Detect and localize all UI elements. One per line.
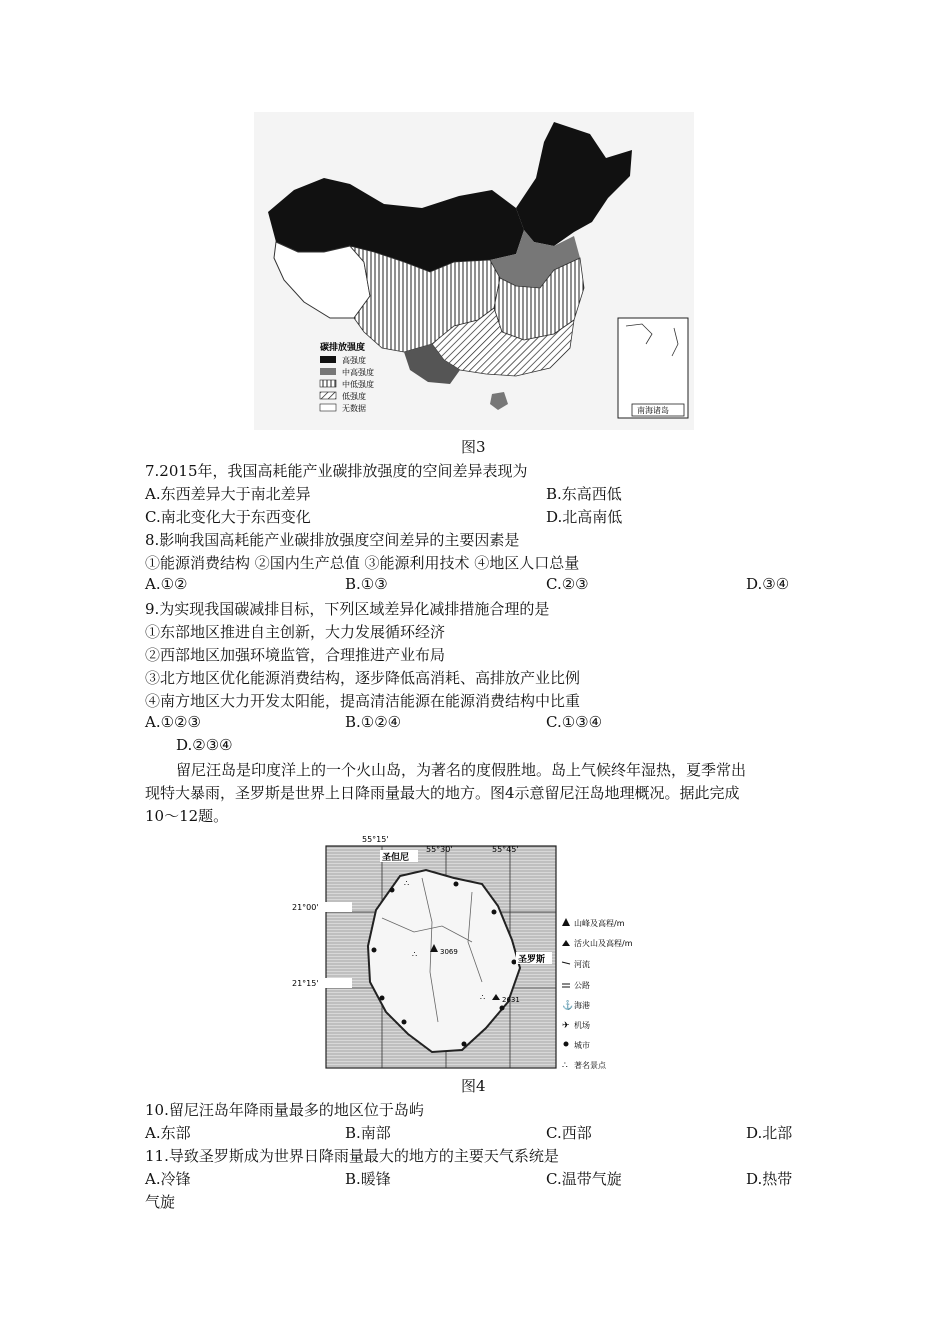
q9-item-4: ④南方地区大力开发太阳能，提高清洁能源在能源消费结构中比重 bbox=[145, 692, 581, 710]
q10-stem: 10.留尼汪岛年降雨量最多的地区位于岛屿 bbox=[145, 1101, 424, 1119]
lon-55-15: 55°15' bbox=[362, 835, 389, 844]
svg-text:⚓: ⚓ bbox=[562, 1001, 574, 1011]
peak-elevation: 3069 bbox=[440, 948, 458, 956]
south-china-sea-inset bbox=[618, 318, 688, 418]
q11-option-a: A.冷锋 bbox=[145, 1170, 191, 1188]
q11-option-d-continued: 气旋 bbox=[145, 1193, 176, 1211]
figure3-caption: 图3 bbox=[461, 438, 486, 456]
q11-option-d: D.热带 bbox=[746, 1170, 793, 1188]
q9-item-2: ②西部地区加强环境监管，合理推进产业布局 bbox=[145, 646, 446, 664]
lon-55-30: 55°30' bbox=[426, 845, 453, 854]
q8-option-d: D.③④ bbox=[746, 575, 790, 593]
lon-55-45: 55°45' bbox=[492, 845, 519, 854]
inset-label: 南海诸岛 bbox=[637, 406, 669, 415]
fig4-legend-road: 公路 bbox=[574, 981, 590, 990]
legend-item-high: 高强度 bbox=[342, 356, 366, 365]
reunion-island-map bbox=[292, 822, 640, 1072]
q10-option-b: B.南部 bbox=[345, 1124, 391, 1142]
q9-item-3: ③北方地区优化能源消费结构，逐步降低高消耗、高排放产业比例 bbox=[145, 669, 581, 687]
q9-option-a: A.①②③ bbox=[145, 713, 201, 731]
lat-21-00: 21°00' bbox=[292, 903, 319, 912]
q11-option-c: C.温带气旋 bbox=[546, 1170, 622, 1188]
q7-option-d: D.北高南低 bbox=[546, 508, 623, 526]
q8-option-b: B.①③ bbox=[345, 575, 388, 593]
passage-line-1: 留尼汪岛是印度洋上的一个火山岛，为著名的度假胜地。岛上气候终年湿热，夏季常出 bbox=[176, 761, 747, 779]
svg-text:∴: ∴ bbox=[562, 1061, 568, 1071]
city-saint-denis: 圣但尼 bbox=[382, 853, 410, 863]
fig4-legend-volcano: 活火山及高程/m bbox=[574, 939, 633, 948]
fig4-legend-airport: 机场 bbox=[574, 1021, 590, 1030]
passage-line-3: 10～12题。 bbox=[145, 807, 229, 825]
legend-item-midhigh: 中高强度 bbox=[342, 368, 374, 377]
q10-option-d: D.北部 bbox=[746, 1124, 793, 1142]
fig4-legend-port: 海港 bbox=[574, 1001, 590, 1010]
q9-stem: 9.为实现我国碳减排目标，下列区域差异化减排措施合理的是 bbox=[145, 600, 550, 618]
svg-text:∴: ∴ bbox=[404, 879, 410, 888]
lat-21-15: 21°15' bbox=[292, 979, 319, 988]
fig4-legend-attraction: 著名景点 bbox=[574, 1061, 606, 1070]
q8-option-c: C.②③ bbox=[546, 575, 589, 593]
city-saint-rose: 圣罗斯 bbox=[518, 955, 546, 965]
q10-option-c: C.西部 bbox=[546, 1124, 592, 1142]
fig4-legend-river: 河流 bbox=[574, 960, 590, 969]
svg-text:∴: ∴ bbox=[480, 993, 486, 1002]
svg-text:✈: ✈ bbox=[562, 1021, 570, 1031]
q9-option-c: C.①③④ bbox=[546, 713, 603, 731]
q7-option-a: A.东西差异大于南北差异 bbox=[145, 485, 311, 503]
q8-stem: 8.影响我国高耗能产业碳排放强度空间差异的主要因素是 bbox=[145, 531, 520, 549]
q9-option-b: B.①②④ bbox=[345, 713, 402, 731]
q8-items: ①能源消费结构 ②国内生产总值 ③能源利用技术 ④地区人口总量 bbox=[145, 554, 580, 572]
legend-item-midlow: 中低强度 bbox=[342, 380, 374, 389]
volcano-elevation: 2631 bbox=[502, 996, 520, 1004]
q8-option-a: A.①② bbox=[145, 575, 188, 593]
legend-item-low: 低强度 bbox=[342, 392, 366, 401]
q10-option-a: A.东部 bbox=[145, 1124, 191, 1142]
legend-item-nodata: 无数据 bbox=[342, 404, 366, 413]
svg-text:∴: ∴ bbox=[412, 950, 418, 959]
q9-item-1: ①东部地区推进自主创新，大力发展循环经济 bbox=[145, 623, 446, 641]
fig4-legend-city: 城市 bbox=[574, 1041, 590, 1050]
figure4-caption: 图4 bbox=[461, 1077, 486, 1095]
legend-title: 碳排放强度 bbox=[320, 343, 366, 353]
q7-stem: 7.2015年，我国高耗能产业碳排放强度的空间差异表现为 bbox=[145, 462, 528, 480]
fig4-legend-peak: 山峰及高程/m bbox=[574, 919, 625, 928]
q11-option-b: B.暖锋 bbox=[345, 1170, 391, 1188]
q7-option-b: B.东高西低 bbox=[546, 485, 622, 503]
q9-option-d: D.②③④ bbox=[176, 736, 233, 754]
passage-line-2: 现特大暴雨，圣罗斯是世界上日降雨量最大的地方。图4示意留尼汪岛地理概况。据此完成 bbox=[145, 784, 740, 802]
carbon-intensity-map bbox=[254, 112, 694, 430]
q7-option-c: C.南北变化大于东西变化 bbox=[145, 508, 311, 526]
q11-stem: 11.导致圣罗斯成为世界日降雨量最大的地方的主要天气系统是 bbox=[145, 1147, 559, 1165]
